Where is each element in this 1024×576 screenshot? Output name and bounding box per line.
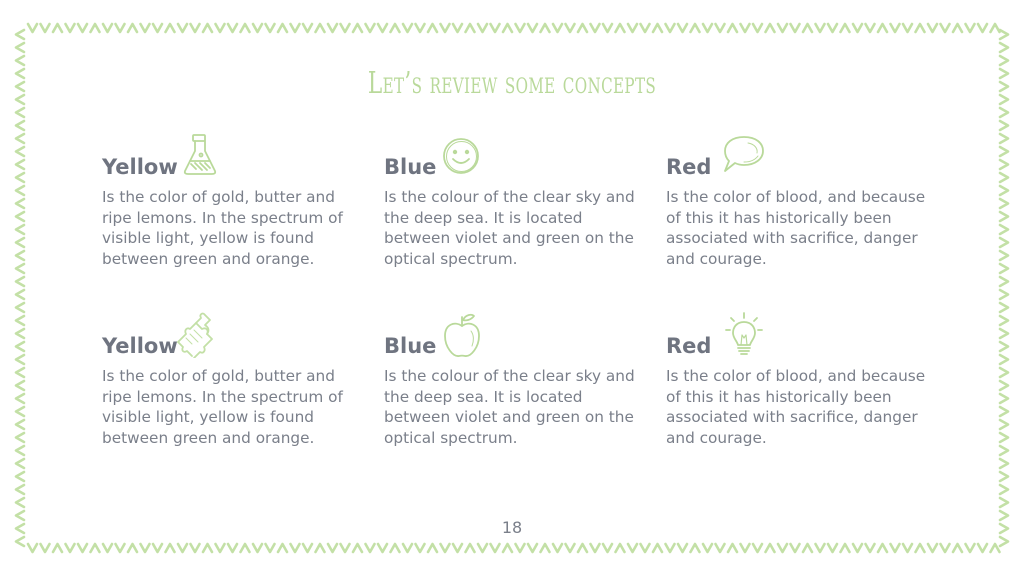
card-body: Is the colour of the clear sky and the deep sea. It is located between violet and green on the optical spectrum.: [384, 367, 635, 447]
card-body: Is the color of blood, and because of this it has historically been associated with sacrifice, danger and courage.: [666, 367, 926, 447]
card-heading: Blue: [384, 155, 437, 179]
concept-card-yellow-1: [102, 155, 362, 269]
concept-card-blue-2: [384, 334, 644, 448]
card-heading: Red: [666, 155, 712, 179]
smiley-icon: [441, 136, 481, 176]
card-body: Is the colour of the clear sky and the deep sea. It is located between violet and green on the optical spectrum.: [384, 188, 635, 268]
card-heading: Red: [666, 334, 712, 358]
speech-bubble-icon: [720, 134, 766, 176]
card-body: Is the color of gold, butter and ripe lemons. In the spectrum of visible light, yellow is found between green and orange.: [102, 188, 343, 268]
card-body: Is the color of gold, butter and ripe lemons. In the spectrum of visible light, yellow is found between green and orange.: [102, 367, 343, 447]
card-heading: Yellow: [102, 334, 178, 358]
card-heading: Yellow: [102, 155, 178, 179]
lightbulb-icon: [724, 310, 764, 360]
concept-card-red-1: [666, 155, 926, 269]
concept-card-blue-1: [384, 155, 644, 269]
concept-card-red-2: [666, 334, 926, 448]
apple-icon: [441, 311, 483, 359]
slide-title: Let’s review some concepts: [367, 66, 657, 101]
card-heading: Blue: [384, 334, 437, 358]
puzzle-piece-icon: [172, 312, 218, 358]
page-number: 18: [501, 518, 523, 537]
card-body: Is the color of blood, and because of this it has historically been associated with sacrifice, danger and courage.: [666, 188, 926, 268]
concept-card-yellow-2: [102, 334, 362, 448]
flask-icon: [180, 133, 220, 177]
